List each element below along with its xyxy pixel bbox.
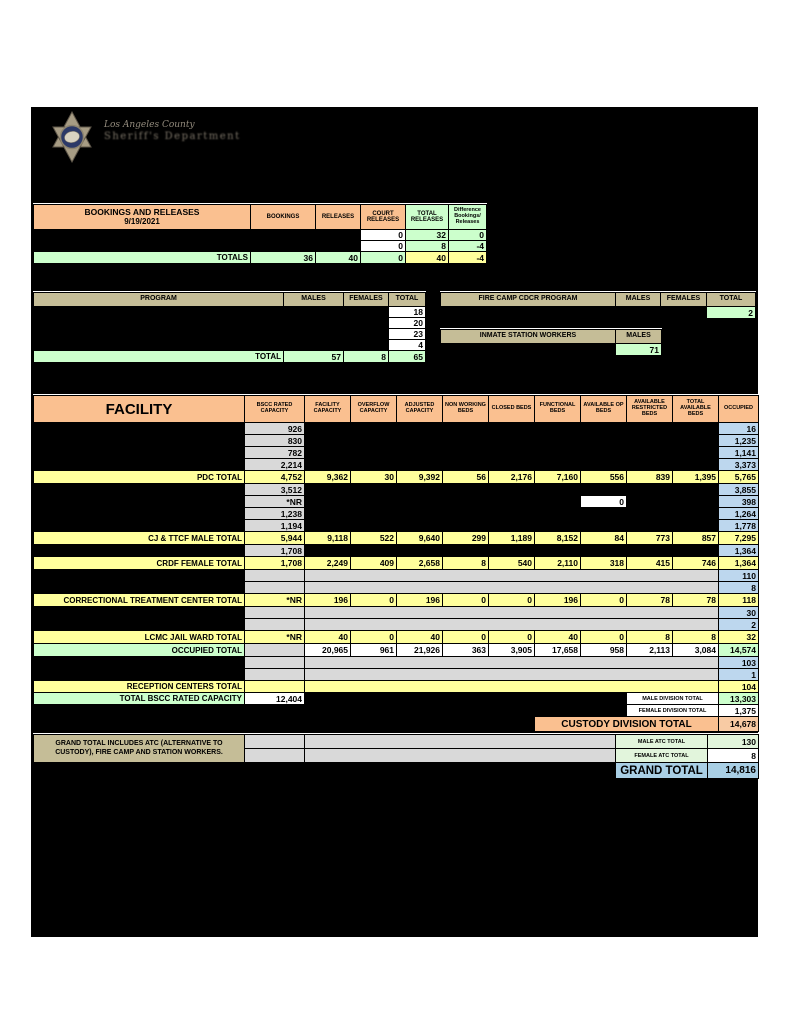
bookings-releases-table	[33, 204, 487, 264]
value-cell: 0	[489, 594, 535, 607]
redacted-cell	[34, 241, 361, 252]
bscc-total-value: 12,404	[245, 693, 305, 705]
column-header: CLOSED BEDS	[489, 396, 535, 423]
redacted-facility-name	[34, 496, 245, 508]
value-cell: 773	[627, 532, 673, 545]
redacted-cell	[34, 717, 535, 732]
agency-logo	[50, 111, 241, 163]
occupied-cell: 7,295	[719, 532, 759, 545]
empty-band-cell	[305, 735, 616, 749]
female-division-label: FEMALE DIVISION TOTAL	[627, 705, 719, 717]
empty-band-cell	[305, 619, 719, 631]
male-division-value: 13,303	[719, 693, 759, 705]
agency-county-text: Los Angeles County	[104, 120, 195, 130]
program-total-cell: 4	[389, 340, 426, 351]
value-cell: 0	[351, 631, 397, 644]
column-header: MALES	[616, 330, 662, 344]
redacted-cell	[34, 340, 389, 351]
program-total-cell: 20	[389, 318, 426, 329]
value-cell: 1,395	[673, 471, 719, 484]
available-op-beds-cell: 0	[581, 496, 627, 508]
fire-camp-total-cell: 2	[707, 307, 756, 319]
custody-division-label: CUSTODY DIVISION TOTAL	[535, 717, 719, 732]
value-cell: 8	[673, 631, 719, 644]
redacted-cell	[34, 307, 389, 318]
redacted-facility-name	[34, 484, 245, 496]
value-cell: 556	[581, 471, 627, 484]
redacted-cell	[441, 344, 616, 356]
column-header: MALES	[284, 293, 344, 307]
value-cell: 839	[627, 471, 673, 484]
value-cell: 318	[581, 557, 627, 570]
station-workers-males-cell: 71	[616, 344, 662, 356]
occupied-cell: 3,855	[719, 484, 759, 496]
bscc-cell	[245, 619, 305, 631]
occupied-cell: 30	[719, 607, 759, 619]
column-header: FEMALES	[661, 293, 707, 307]
value-cell: 8,152	[535, 532, 581, 545]
column-header: AVAILABLE RESTRICTED BEDS	[627, 396, 673, 423]
fire-camp-table	[440, 292, 756, 319]
bscc-cell: 782	[245, 447, 305, 459]
value-cell: 0	[489, 631, 535, 644]
redacted-facility-name	[34, 582, 245, 594]
court-releases-total-cell: 0	[361, 252, 406, 264]
redacted-facility-name	[34, 570, 245, 582]
bscc-cell	[245, 582, 305, 594]
program-grand-total-cell: 65	[389, 351, 426, 363]
male-division-label: MALE DIVISION TOTAL	[627, 693, 719, 705]
column-header: FUNCTIONAL BEDS	[535, 396, 581, 423]
value-cell: 40	[535, 631, 581, 644]
occupied-cell: 1	[719, 669, 759, 681]
custody-division-value: 14,678	[719, 717, 759, 732]
grand-total-label: GRAND TOTAL	[616, 763, 708, 779]
grand-total-note: GRAND TOTAL INCLUDES ATC (ALTERNATIVE TO CUSTODY), FIRE CAMP AND STATION WORKERS.	[34, 735, 245, 763]
total-releases-cell: 8	[406, 241, 449, 252]
station-workers-title: INMATE STATION WORKERS	[441, 330, 616, 344]
program-total-cell: 23	[389, 329, 426, 340]
bscc-cell: 926	[245, 423, 305, 435]
program-title: PROGRAM	[34, 293, 284, 307]
bscc-cell	[245, 570, 305, 582]
redacted-cell	[305, 435, 719, 447]
bscc-cell: 3,512	[245, 484, 305, 496]
releases-total-cell: 40	[316, 252, 361, 264]
occupied-cell: 1,141	[719, 447, 759, 459]
bookings-total-cell: 36	[251, 252, 316, 264]
value-cell: 409	[351, 557, 397, 570]
value-cell: 746	[673, 557, 719, 570]
value-cell: 958	[581, 644, 627, 657]
occupied-cell: 2	[719, 619, 759, 631]
column-header: Difference Bookings/ Releases	[449, 205, 487, 230]
redacted-facility-name	[34, 657, 245, 669]
column-header: MALES	[616, 293, 661, 307]
redacted-cell	[34, 230, 361, 241]
female-atc-value: 8	[708, 749, 759, 763]
bscc-cell	[245, 607, 305, 619]
empty-band-cell	[305, 582, 719, 594]
value-cell: 17,658	[535, 644, 581, 657]
column-header: COURT RELEASES	[361, 205, 406, 230]
occupied-cell: 118	[719, 594, 759, 607]
males-total-cell: 57	[284, 351, 344, 363]
total-releases-cell: 32	[406, 230, 449, 241]
column-header: BSCC RATED CAPACITY	[245, 396, 305, 423]
value-cell: 40	[397, 631, 443, 644]
value-cell: 196	[305, 594, 351, 607]
bscc-cell	[245, 681, 305, 693]
empty-band-cell	[305, 669, 719, 681]
facility-title: FACILITY	[34, 396, 245, 423]
column-header: AVAILABLE OP BEDS	[581, 396, 627, 423]
totals-label: TOTALS	[34, 252, 251, 264]
value-cell: 2,249	[305, 557, 351, 570]
column-header: ADJUSTED CAPACITY	[397, 396, 443, 423]
bscc-cell: *NR	[245, 496, 305, 508]
facility-total-label: CORRECTIONAL TREATMENT CENTER TOTAL	[34, 594, 245, 607]
station-workers-table	[440, 329, 662, 356]
bscc-cell: 830	[245, 435, 305, 447]
redacted-cell	[305, 545, 719, 557]
value-cell: 2,176	[489, 471, 535, 484]
column-header: TOTAL AVAILABLE BEDS	[673, 396, 719, 423]
facility-table	[33, 395, 759, 732]
value-cell: 8	[443, 557, 489, 570]
empty-band-cell	[305, 681, 719, 693]
grand-total-value: 14,816	[708, 763, 759, 779]
male-atc-value: 130	[708, 735, 759, 749]
value-cell: 961	[351, 644, 397, 657]
redacted-cell	[305, 459, 719, 471]
column-header: FEMALES	[344, 293, 389, 307]
redacted-facility-name	[34, 607, 245, 619]
value-cell: 0	[581, 594, 627, 607]
bscc-cell: 5,944	[245, 532, 305, 545]
value-cell: 857	[673, 532, 719, 545]
value-cell: 3,905	[489, 644, 535, 657]
facility-total-label: PDC TOTAL	[34, 471, 245, 484]
value-cell: 2,658	[397, 557, 443, 570]
bscc-cell: 2,214	[245, 459, 305, 471]
occupied-cell: 5,765	[719, 471, 759, 484]
redacted-facility-name	[34, 423, 245, 435]
reception-centers-label: RECEPTION CENTERS TOTAL	[34, 681, 245, 693]
column-header: TOTAL RELEASES	[406, 205, 449, 230]
empty-band-cell	[305, 570, 719, 582]
value-cell: 9,118	[305, 532, 351, 545]
value-cell: 78	[627, 594, 673, 607]
value-cell: 2,113	[627, 644, 673, 657]
redacted-cell	[305, 520, 719, 532]
female-division-value: 1,375	[719, 705, 759, 717]
occupied-cell: 1,364	[719, 545, 759, 557]
sheriff-star-icon	[50, 111, 94, 163]
facility-total-label: CJ & TTCF MALE TOTAL	[34, 532, 245, 545]
program-totals-label: TOTAL	[34, 351, 284, 363]
fire-camp-title: FIRE CAMP CDCR PROGRAM	[441, 293, 616, 307]
redacted-facility-name	[34, 545, 245, 557]
bscc-cell	[245, 644, 305, 657]
column-header: OVERFLOW CAPACITY	[351, 396, 397, 423]
occupied-cell: 398	[719, 496, 759, 508]
redacted-cell	[441, 307, 707, 319]
value-cell: 9,640	[397, 532, 443, 545]
value-cell: 56	[443, 471, 489, 484]
bscc-cell: 1,238	[245, 508, 305, 520]
redacted-facility-name	[34, 459, 245, 471]
bscc-cell: 1,708	[245, 557, 305, 570]
redacted-cell	[305, 484, 719, 496]
agency-department-text: Sheriff's Department	[104, 131, 241, 142]
grand-total-table	[33, 734, 759, 779]
column-header: BOOKINGS	[251, 205, 316, 230]
empty-cell	[34, 763, 616, 779]
redacted-cell	[305, 447, 719, 459]
column-header: FACILITY CAPACITY	[305, 396, 351, 423]
difference-cell: -4	[449, 241, 487, 252]
value-cell: 20,965	[305, 644, 351, 657]
bookings-title-cell	[34, 205, 251, 230]
column-header: TOTAL	[389, 293, 426, 307]
occupied-cell: 3,373	[719, 459, 759, 471]
value-cell: 0	[443, 594, 489, 607]
redacted-facility-name	[34, 447, 245, 459]
bscc-cell: 4,752	[245, 471, 305, 484]
occupied-cell: 16	[719, 423, 759, 435]
occupied-cell: 103	[719, 657, 759, 669]
redacted-facility-name	[34, 669, 245, 681]
column-header: RELEASES	[316, 205, 361, 230]
occupied-cell: 1,235	[719, 435, 759, 447]
empty-cell	[245, 735, 305, 749]
empty-cell	[245, 749, 305, 763]
value-cell: 30	[351, 471, 397, 484]
column-header: TOTAL	[707, 293, 756, 307]
redacted-cell	[34, 318, 389, 329]
male-atc-label: MALE ATC TOTAL	[616, 735, 708, 749]
report-date: 9/19/2021	[124, 217, 160, 226]
female-atc-label: FEMALE ATC TOTAL	[616, 749, 708, 763]
value-cell: 0	[443, 631, 489, 644]
court-releases-cell: 0	[361, 241, 406, 252]
redacted-cell	[627, 496, 719, 508]
program-table	[33, 292, 426, 363]
occupied-cell: 32	[719, 631, 759, 644]
difference-total-cell: -4	[449, 252, 487, 264]
females-total-cell: 8	[344, 351, 389, 363]
bookings-title: BOOKINGS AND RELEASES	[84, 207, 200, 217]
court-releases-cell: 0	[361, 230, 406, 241]
value-cell: 540	[489, 557, 535, 570]
occupied-cell: 110	[719, 570, 759, 582]
program-total-cell: 18	[389, 307, 426, 318]
empty-band-cell	[305, 749, 616, 763]
value-cell: 299	[443, 532, 489, 545]
redacted-cell	[305, 508, 719, 520]
occupied-cell: 104	[719, 681, 759, 693]
value-cell: 363	[443, 644, 489, 657]
bscc-total-label: TOTAL BSCC RATED CAPACITY	[34, 693, 245, 705]
total-releases-total-cell: 40	[406, 252, 449, 264]
value-cell: 196	[535, 594, 581, 607]
redacted-facility-name	[34, 508, 245, 520]
bscc-cell	[245, 669, 305, 681]
occupied-cell: 1,264	[719, 508, 759, 520]
value-cell: 196	[397, 594, 443, 607]
column-header: NON WORKING BEDS	[443, 396, 489, 423]
facility-total-label: CRDF FEMALE TOTAL	[34, 557, 245, 570]
facility-total-label: LCMC JAIL WARD TOTAL	[34, 631, 245, 644]
redacted-cell	[305, 496, 581, 508]
redacted-cell	[34, 705, 627, 717]
value-cell: 2,110	[535, 557, 581, 570]
value-cell: 7,160	[535, 471, 581, 484]
value-cell: 3,084	[673, 644, 719, 657]
empty-band-cell	[305, 657, 719, 669]
occupied-cell: 1,364	[719, 557, 759, 570]
redacted-facility-name	[34, 435, 245, 447]
value-cell: 415	[627, 557, 673, 570]
redacted-cell	[305, 423, 719, 435]
occupied-total-label: OCCUPIED TOTAL	[34, 644, 245, 657]
value-cell: 9,392	[397, 471, 443, 484]
value-cell: 522	[351, 532, 397, 545]
value-cell: 40	[305, 631, 351, 644]
value-cell: 1,189	[489, 532, 535, 545]
redacted-facility-name	[34, 619, 245, 631]
occupied-cell: 8	[719, 582, 759, 594]
empty-band-cell	[305, 607, 719, 619]
value-cell: 21,926	[397, 644, 443, 657]
column-header: OCCUPIED	[719, 396, 759, 423]
bscc-cell: *NR	[245, 594, 305, 607]
occupied-cell: 14,574	[719, 644, 759, 657]
value-cell: 0	[581, 631, 627, 644]
value-cell: 84	[581, 532, 627, 545]
report-sheet	[31, 107, 758, 937]
redacted-cell	[34, 329, 389, 340]
difference-cell: 0	[449, 230, 487, 241]
redacted-cell	[305, 693, 627, 705]
redacted-facility-name	[34, 520, 245, 532]
value-cell: 8	[627, 631, 673, 644]
bscc-cell: *NR	[245, 631, 305, 644]
agency-title	[104, 111, 241, 143]
bscc-cell: 1,194	[245, 520, 305, 532]
bscc-cell	[245, 657, 305, 669]
value-cell: 9,362	[305, 471, 351, 484]
value-cell: 0	[351, 594, 397, 607]
occupied-cell: 1,778	[719, 520, 759, 532]
value-cell: 78	[673, 594, 719, 607]
bscc-cell: 1,708	[245, 545, 305, 557]
